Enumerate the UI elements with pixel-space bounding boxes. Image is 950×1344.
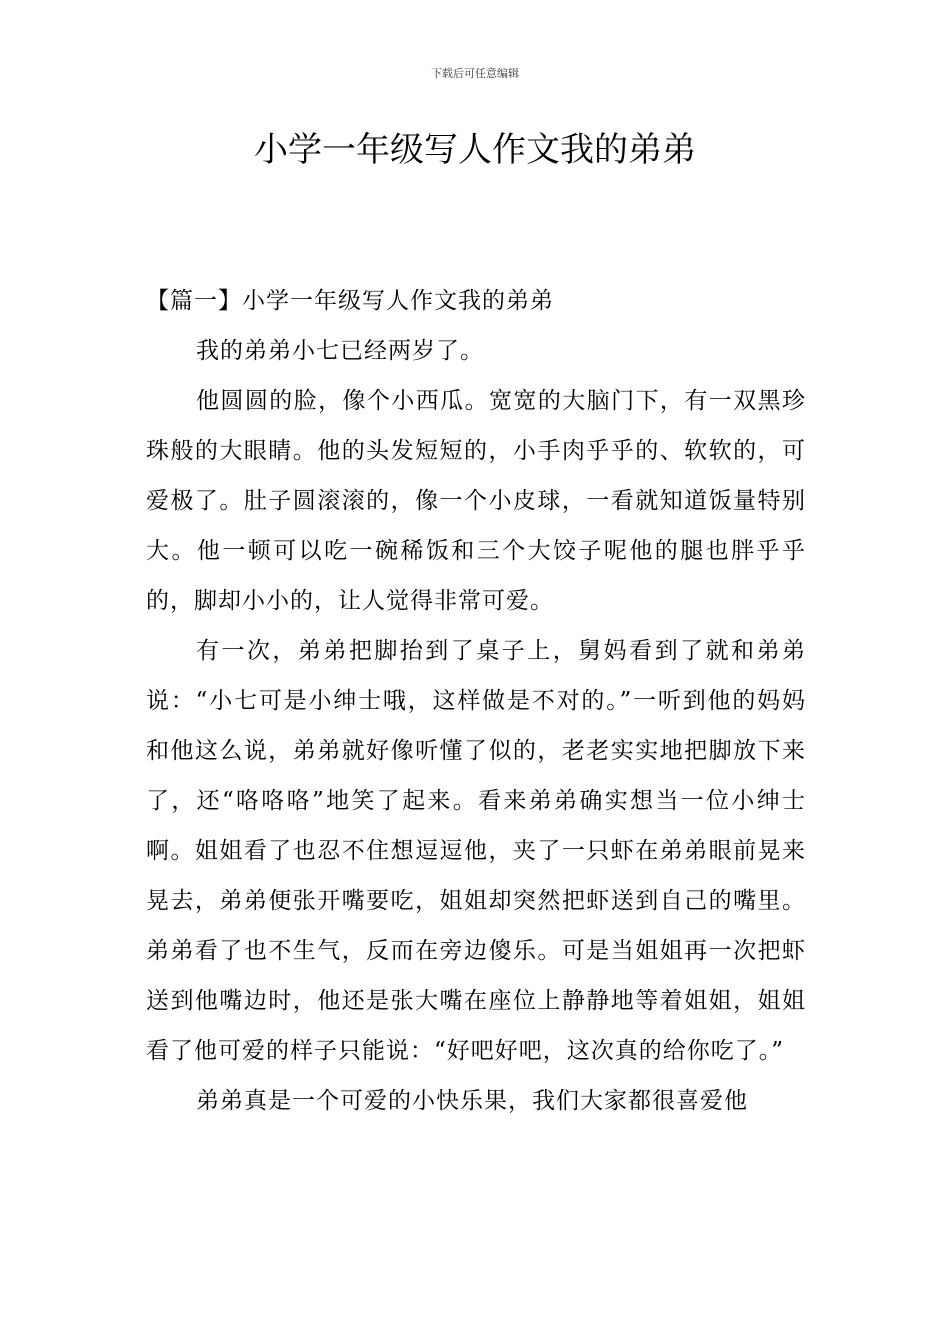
paragraph-2: 他圆圆的脸，像个小西瓜。宽宽的大脑门下，有一双黑珍珠般的大眼睛。他的头发短短的，小手肉乎乎的、软软的，可爱极了。肚子圆滚滚的，像一个小皮球，一看就知道饭量特别大。他一顿可以吃一碗稀饭和三个大饺子呢他的腿也胖乎乎的，脚却小小的，让人觉得非常可爱。 — [146, 388, 806, 614]
document-title: 小学一年级写人作文我的弟弟 — [254, 130, 696, 170]
paragraph-1: 我的弟弟小七已经两岁了。 — [196, 338, 484, 364]
paragraph-3: 有一次，弟弟把脚抬到了桌子上，舅妈看到了就和弟弟说：“小七可是小绅士哦，这样做是不对的。”一听到他的妈妈和他这么说，弟弟就好像听懂了似的，老老实实地把脚放下来了，还“咯咯咯”地笑了起来。看来弟弟确实想当一位小绅士啊。姐姐看了也忍不住想逗逗他，夹了一只虾在弟弟眼前晃来晃去，弟弟便张开嘴要吃，姐姐却突然把虾送到自己的嘴里。弟弟看了也不生气，反而在旁边傻乐。可是当姐姐再一次把虾送到他嘴边时，他还是张大嘴在座位上静静地等着姐姐，姐姐看了他可爱的样子只能说：“好吧好吧，这次真的给你吃了。” — [146, 638, 806, 1064]
header-note: 下载后可任意编辑 — [431, 67, 519, 80]
paragraph-4: 弟弟真是一个可爱的小快乐果，我们大家都很喜爱他 — [196, 1088, 748, 1114]
section-heading: 【篇一】小学一年级写人作文我的弟弟 — [146, 288, 554, 314]
document-body — [146, 276, 806, 1126]
